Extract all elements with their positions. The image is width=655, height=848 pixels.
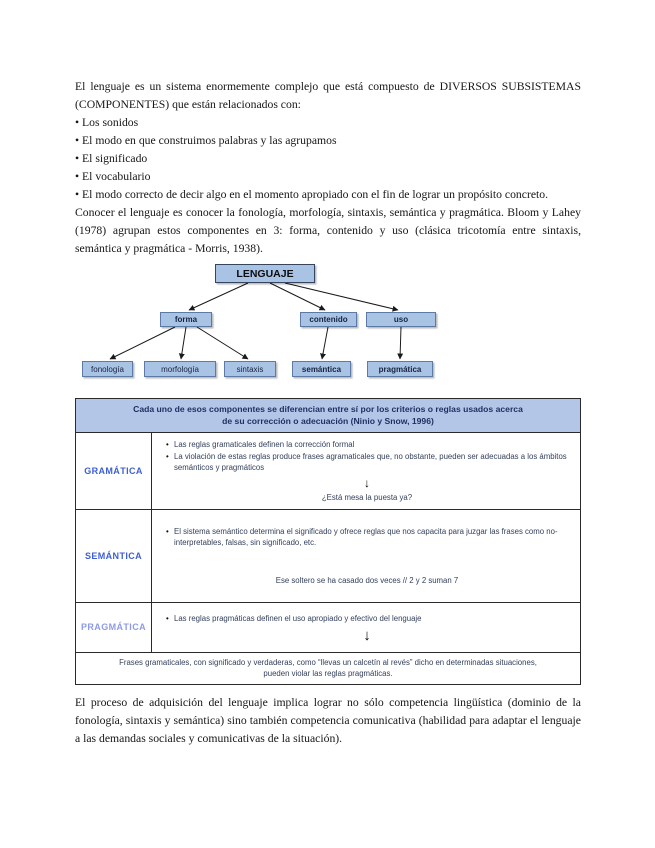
diagram-node-forma: forma — [160, 312, 212, 327]
gramatica-bullet-list — [166, 439, 568, 474]
list-item: • Las reglas gramaticales definen la corrección formal — [166, 439, 568, 451]
document-page — [75, 78, 581, 748]
semantica-bullet-list — [166, 526, 568, 549]
closing-paragraph: El proceso de adquisición del lenguaje implica lograr no sólo competencia lingüística (dominio de la fonología, sintaxis y semántica) sino también competencia comunicativa (habilidad para adaptar el lenguaje a las demandas sociales y comunicativas de la situación). — [75, 696, 581, 746]
pragmatica-bullet-list — [166, 613, 568, 625]
gramatica-example: ¿Está mesa la puesta ya? — [321, 492, 413, 502]
pragmatica-example: Frases gramaticales, con significado y verdaderas, como “llevas un calcetín al revés” dicho en determinadas situaciones, pueden violar las reglas pragmáticas. — [76, 652, 581, 684]
list-item: • El modo correcto de decir algo en el momento apropiado con el fin de lograr un propósito concreto. — [75, 186, 581, 204]
intro-paragraph: El lenguaje es un sistema enormemente complejo que está compuesto de DIVERSOS SUBSISTEMAS (COMPONENTES) que están relacionados con: — [75, 80, 581, 111]
diagram-node-uso: uso — [366, 312, 436, 327]
diagram-node-sintaxis: sintaxis — [224, 361, 276, 377]
table-row-semantica — [76, 509, 581, 602]
diagram-node-lenguaje: LENGUAJE — [215, 264, 315, 283]
list-item: • El modo en que construimos palabras y las agrupamos — [75, 132, 581, 150]
components-paragraph: Conocer el lenguaje es conocer la fonología, morfología, sintaxis, semántica y pragmática. Bloom y Lahey (1978) agrupan estos componentes en 3: forma, contenido y uso (clásica tricotomía entre sintaxis, semántica y pragmática - Morris, 1938). — [75, 206, 581, 255]
table-row-gramatica — [76, 432, 581, 509]
table-header: Cada uno de esos componentes se diferencian entre sí por los criterios o reglas usados acerca de su corrección o adecuación (Ninio y Snow, 1996) — [76, 399, 581, 433]
table-header-row — [76, 399, 581, 433]
list-item: • Los sonidos — [75, 114, 581, 132]
row-label-semantica: SEMÁNTICA — [76, 509, 152, 602]
row-label-gramatica: GRAMÁTICA — [76, 432, 152, 509]
list-item: • La violación de estas reglas produce frases agramaticales que, no obstante, pueden ser adecuadas a los ámbitos semánticos y pragmáticos — [166, 451, 568, 474]
row-content-pragmatica — [152, 602, 581, 652]
table-row-pragmatica — [76, 602, 581, 652]
intro-bullet-list — [75, 114, 581, 204]
down-arrow-icon: ↓ — [363, 627, 371, 644]
row-label-pragmatica: PRAGMÁTICA — [76, 602, 152, 652]
diagram-node-fonologia: fonología — [82, 361, 133, 377]
list-item: • El significado — [75, 150, 581, 168]
list-item: • Las reglas pragmáticas definen el uso apropiado y efectivo del lenguaje — [166, 613, 568, 625]
table-footer-row — [76, 652, 581, 684]
list-item: • El vocabulario — [75, 168, 581, 186]
down-arrow-icon: ↓ — [364, 475, 370, 490]
row-content-gramatica — [152, 432, 581, 509]
row-content-semantica — [152, 509, 581, 602]
diagram-node-contenido: contenido — [300, 312, 357, 327]
list-item: • El sistema semántico determina el significado y ofrece reglas que nos capacita para juzgar las frases como no-interpretables, falsas, sin significado, etc. — [166, 526, 568, 549]
diagram-node-pragmatica: pragmática — [367, 361, 433, 377]
diagram-node-morfologia: morfología — [144, 361, 216, 377]
language-components-diagram — [75, 262, 581, 384]
criteria-table — [75, 398, 581, 685]
semantica-example: Ese soltero se ha casado dos veces // 2 y 2 suman 7 — [275, 576, 459, 585]
diagram-node-semantica: semántica — [292, 361, 351, 377]
